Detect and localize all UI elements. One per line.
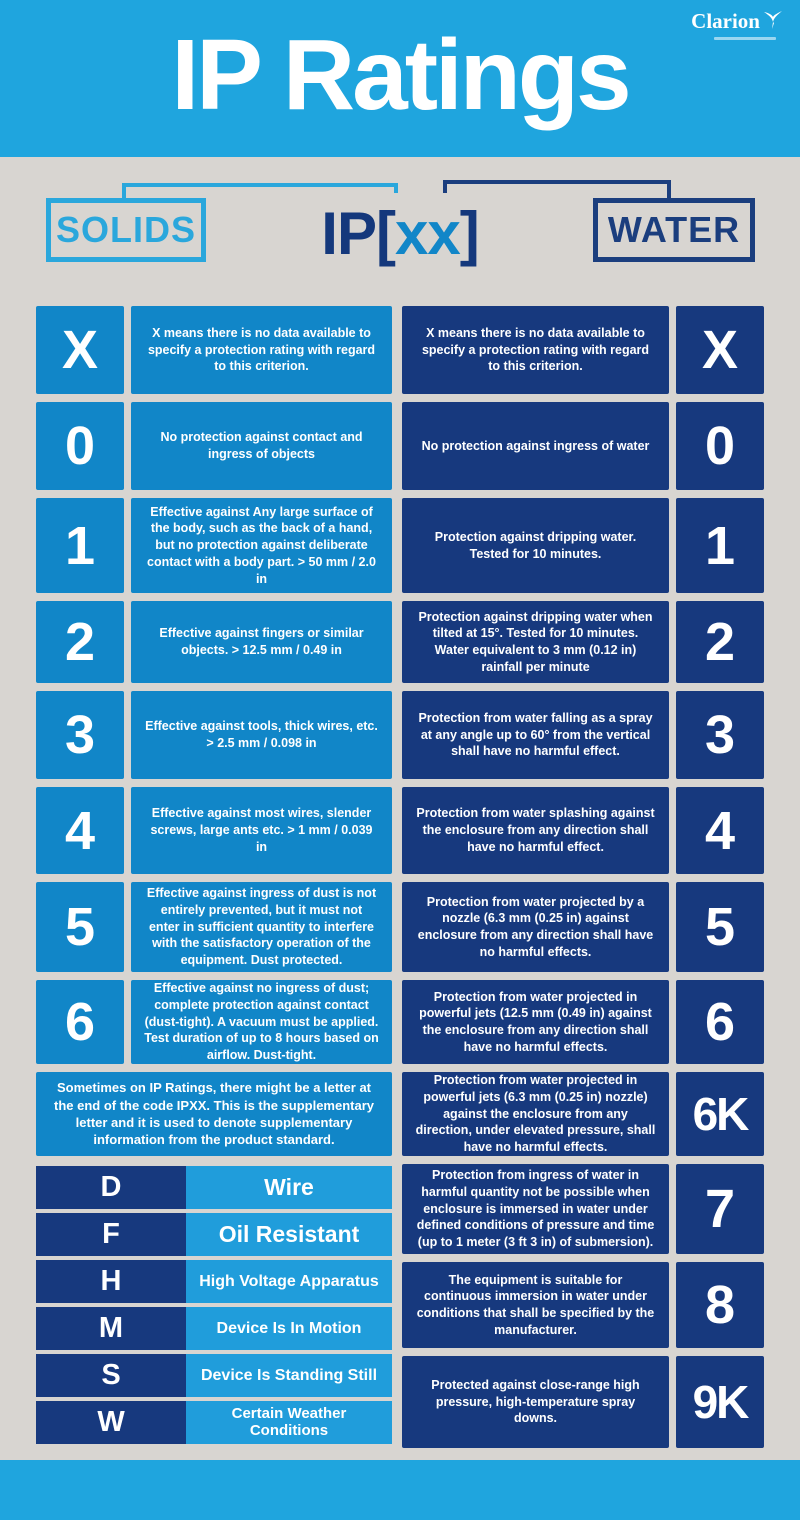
code-legend bbox=[0, 157, 800, 306]
water-description: Protection from water projected in powerful jets (12.5 mm (0.49 in) against the enclosure from any direction shall have no harmful effects. bbox=[402, 980, 669, 1064]
ip-code-digits: xx bbox=[394, 199, 460, 267]
solids-code: 5 bbox=[36, 882, 124, 972]
letter-code: W bbox=[36, 1401, 186, 1444]
solids-description: Effective against Any large surface of the body, such as the back of a hand, but no protection against deliberate contact with a body part. > 50 mm / 2.0 in bbox=[131, 498, 392, 593]
ratings-table bbox=[36, 306, 764, 1456]
ip-code-sample bbox=[290, 193, 510, 273]
water-row-3 bbox=[402, 691, 764, 779]
solids-row-4 bbox=[36, 787, 392, 874]
letter-row-m bbox=[36, 1307, 392, 1350]
water-code: 6 bbox=[676, 980, 764, 1064]
water-code: 4 bbox=[676, 787, 764, 874]
water-code: 5 bbox=[676, 882, 764, 972]
page-title: IP Ratings bbox=[171, 19, 629, 131]
solids-description: No protection against contact and ingress of objects bbox=[131, 402, 392, 490]
solids-row-3 bbox=[36, 691, 392, 779]
solids-description: Effective against no ingress of dust; complete protection against contact (dust-tight). A vacuum must be applied. Test duration of up to 8 hours based on airflow. Dust-tight. bbox=[131, 980, 392, 1064]
letter-code: M bbox=[36, 1307, 186, 1350]
solids-row-6 bbox=[36, 980, 392, 1064]
ip-code-suffix: ] bbox=[459, 199, 479, 267]
water-description: No protection against ingress of water bbox=[402, 402, 669, 490]
water-row-8 bbox=[402, 1262, 764, 1348]
water-code: 2 bbox=[676, 601, 764, 683]
solids-description: X means there is no data available to specify a protection rating with regard to this criterion. bbox=[131, 306, 392, 394]
solids-row-5 bbox=[36, 882, 392, 972]
letter-row-h bbox=[36, 1260, 392, 1303]
solids-code: 4 bbox=[36, 787, 124, 874]
solids-label-box bbox=[46, 198, 206, 262]
solids-column bbox=[36, 306, 392, 1456]
water-row-6 bbox=[402, 980, 764, 1064]
letter-meaning: Device Is Standing Still bbox=[186, 1354, 392, 1397]
water-code: 3 bbox=[676, 691, 764, 779]
clarion-logo-text: Clarion bbox=[691, 9, 760, 33]
water-description: X means there is no data available to specify a protection rating with regard to this criterion. bbox=[402, 306, 669, 394]
water-code: 0 bbox=[676, 402, 764, 490]
letter-meaning: Oil Resistant bbox=[186, 1213, 392, 1256]
clarion-bird-icon bbox=[762, 8, 784, 35]
header-banner bbox=[0, 0, 800, 157]
water-code: X bbox=[676, 306, 764, 394]
ip-code-prefix: IP[ bbox=[321, 199, 395, 267]
water-row-1 bbox=[402, 498, 764, 593]
water-column bbox=[402, 306, 764, 1456]
water-row-2 bbox=[402, 601, 764, 683]
water-row-5 bbox=[402, 882, 764, 972]
solids-code: 6 bbox=[36, 980, 124, 1064]
water-row-0 bbox=[402, 402, 764, 490]
water-description: Protection from water falling as a spray at any angle up to 60° from the vertical shall have no harmful effect. bbox=[402, 691, 669, 779]
water-row-9k bbox=[402, 1356, 764, 1448]
water-description: Protection from water projected in powerful jets (6.3 mm (0.25 in) nozzle) against the enclosure from any direction, under elevated pressure, shall have no harmful effects. bbox=[402, 1072, 669, 1156]
water-label-box bbox=[593, 198, 755, 262]
letter-row-w bbox=[36, 1401, 392, 1444]
footer-banner bbox=[0, 1460, 800, 1520]
letter-code: H bbox=[36, 1260, 186, 1303]
supplementary-note: Sometimes on IP Ratings, there might be a letter at the end of the code IPXX. This is the supplementary letter and it is used to denote supplementary information from the product standard. bbox=[36, 1072, 392, 1156]
solids-code: 0 bbox=[36, 402, 124, 490]
clarion-tagline-rule bbox=[714, 37, 776, 40]
water-row-4 bbox=[402, 787, 764, 874]
supplementary-note-row bbox=[36, 1072, 392, 1156]
solids-code: X bbox=[36, 306, 124, 394]
supplementary-letters-table bbox=[36, 1166, 392, 1444]
water-code: 8 bbox=[676, 1262, 764, 1348]
solids-code: 3 bbox=[36, 691, 124, 779]
water-description: Protection from water splashing against the enclosure from any direction shall have no harmful effect. bbox=[402, 787, 669, 874]
water-code: 6K bbox=[676, 1072, 764, 1156]
letter-meaning: Certain Weather Conditions bbox=[186, 1401, 392, 1444]
solids-code: 1 bbox=[36, 498, 124, 593]
solids-row-x bbox=[36, 306, 392, 394]
solids-description: Effective against most wires, slender screws, large ants etc. > 1 mm / 0.039 in bbox=[131, 787, 392, 874]
letter-code: F bbox=[36, 1213, 186, 1256]
letter-meaning: High Voltage Apparatus bbox=[186, 1260, 392, 1303]
solids-code: 2 bbox=[36, 601, 124, 683]
clarion-logo bbox=[691, 8, 784, 40]
letter-row-d bbox=[36, 1166, 392, 1209]
water-code: 9K bbox=[676, 1356, 764, 1448]
water-description: Protected against close-range high pressure, high-temperature spray downs. bbox=[402, 1356, 669, 1448]
water-row-x bbox=[402, 306, 764, 394]
water-description: Protection against dripping water. Tested for 10 minutes. bbox=[402, 498, 669, 593]
water-description: Protection from water projected by a nozzle (6.3 mm (0.25 in) against enclosure from any direction shall have no harmful effects. bbox=[402, 882, 669, 972]
water-row-7 bbox=[402, 1164, 764, 1254]
water-description: Protection against dripping water when tilted at 15°. Tested for 10 minutes. Water equivalent to 3 mm (0.12 in) rainfall per minute bbox=[402, 601, 669, 683]
solids-label: SOLIDS bbox=[55, 209, 196, 250]
water-code: 1 bbox=[676, 498, 764, 593]
letter-row-s bbox=[36, 1354, 392, 1397]
letter-row-f bbox=[36, 1213, 392, 1256]
solids-row-0 bbox=[36, 402, 392, 490]
solids-description: Effective against fingers or similar objects. > 12.5 mm / 0.49 in bbox=[131, 601, 392, 683]
letter-meaning: Wire bbox=[186, 1166, 392, 1209]
water-description: The equipment is suitable for continuous immersion in water under conditions that shall be specified by the manufacturer. bbox=[402, 1262, 669, 1348]
solids-description: Effective against tools, thick wires, etc. > 2.5 mm / 0.098 in bbox=[131, 691, 392, 779]
solids-row-1 bbox=[36, 498, 392, 593]
water-label: WATER bbox=[607, 209, 741, 250]
solids-row-2 bbox=[36, 601, 392, 683]
water-description: Protection from ingress of water in harmful quantity not be possible when enclosure is immersed in water under defined conditions of pressure and time (up to 1 meter (3 ft 3 in) of submersion). bbox=[402, 1164, 669, 1254]
letter-meaning: Device Is In Motion bbox=[186, 1307, 392, 1350]
letter-code: S bbox=[36, 1354, 186, 1397]
water-row-6k bbox=[402, 1072, 764, 1156]
water-code: 7 bbox=[676, 1164, 764, 1254]
letter-code: D bbox=[36, 1166, 186, 1209]
solids-description: Effective against ingress of dust is not entirely prevented, but it must not enter in sufficient quantity to interfere with the satisfactory operation of the equipment. Dust protected. bbox=[131, 882, 392, 972]
